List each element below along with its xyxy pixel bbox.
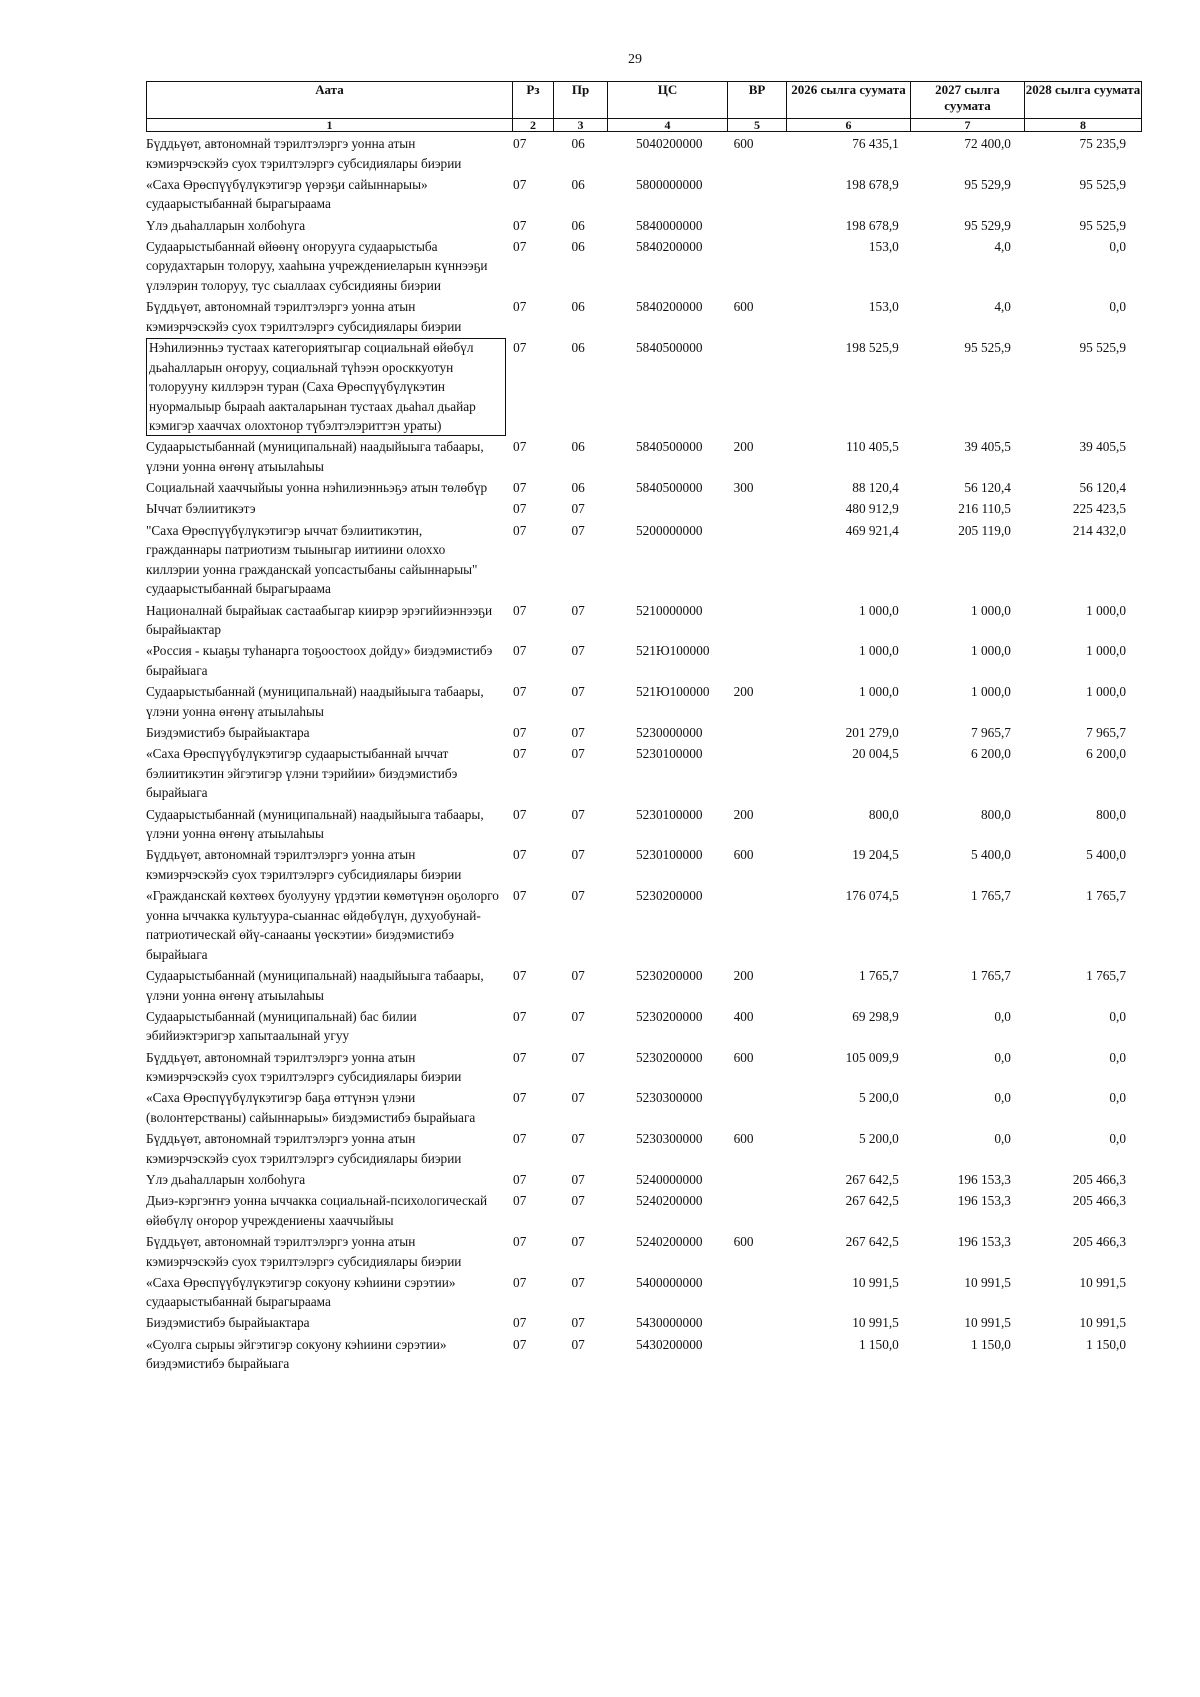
row-amount-2026: 5 200,0: [858, 1131, 899, 1147]
row-name: Биэдэмистибэ бырайыактара: [146, 724, 310, 740]
row-name: Судаарыстыбаннай өйөөнү оҥорууга судаарыстыба сорудахтарын толоруу, хааһына учреждениеларын күннээҕи үлэлэрин толоруу, тус сыаллаах субсидияны биэрии: [146, 238, 488, 293]
row-amount-2028: 75 235,9: [1079, 136, 1126, 151]
row-pr: 07: [571, 968, 585, 984]
row-pr: 07: [571, 888, 585, 904]
row-amount-2028: 0,0: [1109, 299, 1126, 315]
row-cs: 5230200000: [636, 1049, 703, 1065]
row-cs: 5230200000: [636, 1008, 703, 1024]
row-name: Бүддьүөт, автономнай тэрилтэлэргэ уонна атын кэмиэрчэскэйэ суох тэрилтэлэргэ субсидиялары биэрии: [146, 299, 462, 334]
row-pr: 07: [571, 643, 585, 659]
row-amount-2027: 0,0: [994, 1090, 1011, 1106]
row-amount-2027: 4,0: [994, 238, 1011, 254]
row-cs: 5400000000: [636, 1274, 703, 1290]
table-row: [146, 1232, 1126, 1271]
row-amount-2028: 95 525,9: [1079, 176, 1126, 192]
row-rz: 07: [513, 1336, 527, 1352]
row-vr: 600: [733, 1233, 754, 1249]
row-cs: 5430000000: [636, 1315, 703, 1331]
header-2028: 2028 сылга суумата: [1025, 82, 1142, 119]
row-rz: 07: [513, 1090, 527, 1106]
row-cs: [600, 499, 719, 519]
row-rz: 07: [513, 217, 527, 233]
row-vr: [719, 1335, 777, 1374]
table-header: [146, 81, 1142, 132]
row-rz: 07: [513, 602, 527, 618]
row-amount-2028: 214 432,0: [1072, 522, 1126, 538]
row-pr: 06: [571, 339, 585, 355]
row-name: Судаарыстыбаннай (муниципальнай) наадыйыыга табаары, үлэни уонна өҥөнү атыылаһыы: [146, 439, 484, 475]
row-amount-2026: 1 000,0: [858, 643, 899, 659]
header-pr: Пр: [554, 82, 608, 119]
table-row: [146, 1335, 1126, 1374]
row-amount-2026: 176 074,5: [845, 888, 899, 904]
row-amount-2027: 0,0: [994, 1131, 1011, 1147]
row-amount-2027: 216 110,5: [958, 501, 1011, 517]
row-cs: 5230100000: [636, 806, 703, 822]
row-cs: 5240200000: [636, 1193, 703, 1209]
table-row: [146, 437, 1126, 476]
row-amount-2028: 95 525,9: [1079, 339, 1126, 355]
row-amount-2028: 1 765,7: [1086, 968, 1126, 984]
row-rz: 07: [513, 501, 527, 517]
header-number: 2: [513, 119, 554, 132]
header-rz: Рз: [513, 82, 554, 119]
table-row: [146, 805, 1126, 844]
page-number: 29: [628, 52, 642, 67]
row-vr: [719, 338, 777, 436]
row-amount-2027: 800,0: [981, 806, 1011, 822]
row-pr: 07: [571, 684, 585, 700]
row-cs: 5840500000: [636, 339, 703, 355]
row-pr: 07: [571, 1049, 585, 1065]
table-row: [146, 216, 1126, 236]
row-vr: [719, 237, 777, 296]
table-row: [146, 237, 1126, 296]
header-number: 6: [787, 119, 911, 132]
header-2027: 2027 сылга суумата: [911, 82, 1025, 119]
row-amount-2028: 1 000,0: [1086, 684, 1126, 700]
row-name: "Саха Өрөспүүбүлүкэтигэр ыччат бэлиитикэтин, гражданнары патриотизм тыыныгар иитиини олоххо киллэрии уонна гражданскай уопсастыбаны сайыннарыы" судаарыстыбаннай бырагыраама: [146, 522, 478, 597]
row-amount-2026: 76 435,1: [852, 136, 899, 151]
row-amount-2028: 205 466,3: [1072, 1193, 1126, 1209]
row-amount-2026: 5 200,0: [858, 1090, 899, 1106]
row-rz: 07: [513, 522, 527, 538]
row-amount-2027: 7 965,7: [971, 724, 1011, 740]
row-cs: 5240000000: [636, 1171, 703, 1187]
row-amount-2027: 1 000,0: [971, 643, 1011, 659]
row-pr: 07: [571, 1008, 585, 1024]
row-rz: 07: [513, 1233, 527, 1249]
row-vr: [719, 1273, 777, 1312]
row-amount-2026: 153,0: [868, 299, 899, 315]
row-vr: 600: [733, 847, 754, 863]
row-rz: 07: [513, 1193, 527, 1209]
row-amount-2026: 69 298,9: [852, 1008, 899, 1024]
row-amount-2027: 1 765,7: [971, 968, 1011, 984]
row-amount-2026: 1 150,0: [858, 1336, 899, 1352]
row-amount-2026: 88 120,4: [852, 480, 899, 496]
table-row: [146, 1273, 1126, 1312]
row-amount-2028: 0,0: [1109, 1049, 1126, 1065]
row-amount-2026: 480 912,9: [845, 501, 899, 517]
row-pr: 07: [571, 1274, 585, 1290]
row-vr: [719, 723, 777, 743]
row-amount-2027: 56 120,4: [964, 480, 1011, 496]
row-pr: 07: [571, 806, 585, 822]
row-rz: 07: [513, 724, 527, 740]
row-cs: 5230200000: [636, 968, 703, 984]
row-amount-2026: 800,0: [868, 806, 899, 822]
row-amount-2026: 198 678,9: [845, 176, 899, 192]
row-pr: 06: [571, 299, 585, 315]
row-amount-2027: 95 529,9: [964, 176, 1011, 192]
row-amount-2027: 39 405,5: [964, 439, 1011, 455]
row-amount-2028: 1 150,0: [1086, 1336, 1126, 1352]
header-number: 4: [608, 119, 728, 132]
row-name: «Саха Өрөспүүбүлүкэтигэр судаарыстыбаннай ыччат бэлиитикэтин эйгэтигэр үлэни тэрийии» биэдэмистибэ бырайыага: [146, 746, 458, 801]
row-vr: 200: [733, 684, 754, 700]
table-row: [146, 478, 1126, 498]
row-cs: 5840000000: [636, 217, 703, 233]
row-rz: 07: [513, 136, 527, 151]
table-row: [146, 723, 1126, 743]
row-rz: 07: [513, 968, 527, 984]
row-name: Социальнай хааччыйыы уонна нэһилиэнньэҕэ атын төлөбүр: [146, 480, 488, 496]
row-vr: [719, 1170, 777, 1190]
row-amount-2026: 19 204,5: [852, 847, 899, 863]
row-rz: 07: [513, 1171, 527, 1187]
row-rz: 07: [513, 439, 527, 455]
row-name: «Суолга сырыы эйгэтигэр сокуону кэһиини сэрэтии» биэдэмистибэ бырайыага: [146, 1336, 447, 1372]
table-row: [146, 1129, 1126, 1168]
row-rz: 07: [513, 339, 527, 355]
row-name: Үлэ дьаһалларын холбоһуга: [146, 217, 306, 233]
row-pr: 06: [571, 217, 585, 233]
row-amount-2027: 6 200,0: [971, 746, 1011, 762]
row-amount-2028: 0,0: [1109, 1008, 1126, 1024]
row-rz: 07: [513, 643, 527, 659]
row-amount-2027: 205 119,0: [958, 522, 1011, 538]
header-number: 7: [911, 119, 1025, 132]
table-row: [146, 134, 1126, 173]
row-amount-2028: 800,0: [1096, 806, 1126, 822]
header-number: 5: [728, 119, 787, 132]
row-amount-2028: 1 000,0: [1086, 643, 1126, 659]
row-amount-2027: 196 153,3: [957, 1193, 1011, 1209]
row-rz: 07: [513, 746, 527, 762]
row-pr: 06: [571, 439, 585, 455]
row-amount-2026: 198 678,9: [845, 217, 899, 233]
header-vr: ВР: [728, 82, 787, 119]
row-amount-2028: 95 525,9: [1079, 217, 1126, 233]
row-vr: [719, 744, 777, 803]
table-row: [146, 1313, 1126, 1333]
row-cs: 5240200000: [636, 1233, 703, 1249]
table-row: [146, 521, 1126, 599]
row-vr: [719, 216, 777, 236]
row-amount-2026: 153,0: [868, 238, 899, 254]
row-cs: 5430200000: [636, 1336, 703, 1352]
row-amount-2027: 10 991,5: [964, 1315, 1011, 1331]
row-pr: 07: [571, 1336, 585, 1352]
row-amount-2026: 10 991,5: [852, 1274, 899, 1290]
row-pr: 07: [571, 847, 585, 863]
row-name: Судаарыстыбаннай (муниципальнай) наадыйыыга табаары, үлэни уонна өҥөнү атыылаһыы: [146, 684, 484, 719]
row-name: Бүддьүөт, автономнай тэрилтэлэргэ уонна атын кэмиэрчэскэйэ суох тэрилтэлэргэ субсидиялары биэрии: [146, 847, 462, 882]
row-cs: 5230300000: [636, 1131, 703, 1147]
row-cs: 5840200000: [636, 238, 703, 254]
row-vr: 200: [733, 439, 754, 455]
row-cs: 5040200000: [636, 136, 703, 151]
row-rz: 07: [513, 888, 527, 904]
row-amount-2028: 10 991,5: [1079, 1315, 1126, 1331]
row-name: Ыччат бэлиитикэтэ: [146, 501, 256, 517]
row-cs: 521Ю100000: [636, 643, 710, 659]
row-amount-2028: 0,0: [1109, 238, 1126, 254]
row-name: «Саха Өрөспүүбүлүкэтигэр үөрэҕи сайыннарыы» судаарыстыбаннай бырагыраама: [146, 176, 428, 212]
row-amount-2027: 95 525,9: [964, 339, 1011, 355]
table-row: [146, 297, 1126, 336]
table-row: [146, 744, 1126, 803]
row-cs: 5230100000: [636, 746, 703, 762]
row-amount-2026: 105 009,9: [845, 1049, 899, 1065]
table-row: [146, 499, 1126, 519]
row-amount-2028: 10 991,5: [1079, 1274, 1126, 1290]
row-amount-2026: 1 000,0: [858, 684, 899, 700]
table-row: [146, 886, 1126, 964]
row-cs: 5800000000: [636, 176, 703, 192]
row-amount-2027: 10 991,5: [964, 1274, 1011, 1290]
row-pr: 07: [571, 501, 585, 517]
row-pr: 06: [571, 480, 585, 496]
row-amount-2027: 1 765,7: [971, 888, 1011, 904]
row-amount-2028: 1 765,7: [1086, 888, 1126, 904]
row-pr: 07: [571, 1233, 585, 1249]
row-rz: 07: [513, 847, 527, 863]
row-pr: 07: [571, 1193, 585, 1209]
row-cs: 5230100000: [636, 847, 703, 863]
row-vr: [719, 1313, 777, 1333]
header-number: 8: [1025, 119, 1142, 132]
row-amount-2027: 95 529,9: [964, 217, 1011, 233]
header-name: Аата: [147, 82, 513, 119]
row-name: Националнай бырайыак састаабыгар киирэр эрэгийиэннээҕи бырайыактар: [146, 602, 493, 638]
row-cs: 5840500000: [636, 480, 703, 496]
row-amount-2028: 0,0: [1109, 1090, 1126, 1106]
row-pr: 07: [571, 1315, 585, 1331]
row-vr: [719, 1191, 777, 1230]
header-2026: 2026 сылга суумата: [787, 82, 911, 119]
row-vr: 600: [733, 1131, 754, 1147]
row-amount-2026: 20 004,5: [852, 746, 899, 762]
row-rz: 07: [513, 299, 527, 315]
row-vr: 600: [733, 299, 754, 315]
table-row: [146, 1007, 1126, 1046]
row-amount-2026: 110 405,5: [846, 439, 899, 455]
row-rz: 07: [513, 1049, 527, 1065]
row-cs: 5230200000: [636, 888, 703, 904]
row-name: Бүддьүөт, автономнай тэрилтэлэргэ уонна атын кэмиэрчэскэйэ суох тэрилтэлэргэ субсидиялары биэрии: [146, 1049, 462, 1085]
row-vr: 200: [733, 806, 754, 822]
row-amount-2028: 6 200,0: [1086, 746, 1126, 762]
table-row: [146, 641, 1126, 680]
header-cs: ЦС: [608, 82, 728, 119]
row-pr: 07: [571, 1171, 585, 1187]
table-row: [146, 1048, 1126, 1087]
row-amount-2028: 5 400,0: [1086, 847, 1126, 863]
row-name: Судаарыстыбаннай (муниципальнай) бас билии эбийиэктэригэр хапытаалынай угуу: [146, 1008, 417, 1044]
row-amount-2028: 7 965,7: [1086, 724, 1126, 740]
table-row: [146, 1170, 1126, 1190]
row-vr: [719, 175, 777, 214]
row-vr: [719, 521, 777, 599]
row-vr: [719, 641, 777, 680]
row-name: Бүддьүөт, автономнай тэрилтэлэргэ уонна атын кэмиэрчэскэйэ суох тэрилтэлэргэ субсидиялары биэрии: [146, 136, 462, 171]
row-name: «Гражданскай көхтөөх буолууну үрдэтии көмөтүнэн оҕолорго уонна ыччакка культуура-сыаннас өйдөбүлүн, духуобунай-патриотическай өйү-санааны үөскэтии» биэдэмистибэ бырайыага: [146, 888, 499, 962]
row-amount-2026: 267 642,5: [845, 1233, 899, 1249]
row-pr: 07: [571, 602, 585, 618]
row-vr: 600: [733, 136, 754, 151]
row-amount-2028: 56 120,4: [1079, 480, 1126, 496]
row-pr: 06: [571, 136, 585, 151]
row-amount-2026: 201 279,0: [845, 724, 899, 740]
row-vr: 600: [733, 1049, 754, 1065]
table-row: [146, 338, 1126, 436]
row-pr: 07: [571, 724, 585, 740]
row-amount-2028: 225 423,5: [1072, 501, 1126, 517]
row-name: Судаарыстыбаннай (муниципальнай) наадыйыыга табаары, үлэни уонна өҥөнү атыылаһыы: [146, 968, 484, 1003]
row-amount-2027: 5 400,0: [971, 847, 1011, 863]
row-rz: 07: [513, 238, 527, 254]
row-name: Дьиэ-кэргэҥҥэ уонна ыччакка социальнай-психологическай өйөбүлү оҥорор учреждениены хааччыйыы: [146, 1193, 488, 1228]
row-pr: 07: [571, 746, 585, 762]
row-amount-2027: 196 153,3: [957, 1233, 1011, 1249]
row-amount-2028: 205 466,3: [1072, 1171, 1126, 1187]
row-amount-2027: 1 150,0: [971, 1336, 1011, 1352]
row-rz: 07: [513, 1008, 527, 1024]
row-amount-2026: 267 642,5: [845, 1171, 899, 1187]
row-amount-2027: 1 000,0: [971, 602, 1011, 618]
table-row: [146, 1088, 1126, 1127]
row-amount-2026: 1 765,7: [858, 968, 899, 984]
row-vr: 200: [733, 968, 754, 984]
row-rz: 07: [513, 1131, 527, 1147]
row-rz: 07: [513, 176, 527, 192]
row-amount-2028: 205 466,3: [1072, 1233, 1126, 1249]
row-amount-2026: 469 921,4: [845, 522, 899, 538]
row-cs: 5230000000: [636, 724, 703, 740]
row-cs: 5230300000: [636, 1090, 703, 1106]
row-pr: 07: [571, 522, 585, 538]
row-vr: [719, 886, 777, 964]
row-name: «Саха Өрөспүүбүлүкэтигэр сокуону кэһиини сэрэтии» судаарыстыбаннай бырагыраама: [146, 1274, 456, 1310]
row-name: «Россия - кыаҕы туһанарга тоҕоостоох дойду» биэдэмистибэ бырайыага: [146, 643, 493, 678]
row-pr: 07: [571, 1090, 585, 1106]
row-vr: 300: [733, 480, 754, 496]
row-amount-2026: 10 991,5: [852, 1315, 899, 1331]
row-cs: 5200000000: [636, 522, 703, 538]
row-amount-2028: 39 405,5: [1079, 439, 1126, 455]
row-amount-2027: 0,0: [994, 1008, 1011, 1024]
row-rz: 07: [513, 1274, 527, 1290]
row-cs: 5840200000: [636, 299, 703, 315]
row-name: Нэһилиэнньэ тустаах категориятыгар социальнай өйөбүл дьаһалларын оҥоруу, социальнай түһээн оросккуотун толорууну киллэрэн туран (Саха Өрөспүүбүлүкэтин нуормалыыр бырааһ аакталарынан тустаах дьаһал дьайар кэмигэр хааччах олохтонор түбэлтэлэриттэн ураты): [146, 338, 506, 436]
row-pr: 06: [571, 238, 585, 254]
row-name: Судаарыстыбаннай (муниципальнай) наадыйыыга табаары, үлэни уонна өҥөнү атыылаһыы: [146, 806, 484, 842]
row-amount-2028: 0,0: [1109, 1131, 1126, 1147]
row-rz: 07: [513, 806, 527, 822]
row-pr: 06: [571, 176, 585, 192]
row-amount-2026: 198 525,9: [845, 339, 899, 355]
table-row: [146, 966, 1126, 1005]
row-name: Бүддьүөт, автономнай тэрилтэлэргэ уонна атын кэмиэрчэскэйэ суох тэрилтэлэргэ субсидиялары биэрии: [146, 1233, 462, 1269]
row-rz: 07: [513, 1315, 527, 1331]
table-row: [146, 845, 1126, 884]
row-pr: 07: [571, 1131, 585, 1147]
row-cs: 5840500000: [636, 439, 703, 455]
header-number: 3: [554, 119, 608, 132]
row-name: Биэдэмистибэ бырайыактара: [146, 1315, 310, 1331]
row-amount-2027: 196 153,3: [957, 1171, 1011, 1187]
row-vr: [719, 499, 777, 519]
row-amount-2026: 267 642,5: [845, 1193, 899, 1209]
row-amount-2027: 0,0: [994, 1049, 1011, 1065]
row-vr: 400: [733, 1008, 754, 1024]
header-number: 1: [147, 119, 513, 132]
row-amount-2027: 1 000,0: [971, 684, 1011, 700]
table-row: [146, 682, 1126, 721]
row-cs: 5210000000: [636, 602, 703, 618]
table-row: [146, 1191, 1126, 1230]
row-amount-2027: 72 400,0: [964, 136, 1011, 151]
row-cs: 521Ю100000: [636, 684, 710, 700]
table-row: [146, 601, 1126, 640]
row-vr: [719, 601, 777, 640]
row-rz: 07: [513, 480, 527, 496]
row-rz: 07: [513, 684, 527, 700]
row-amount-2026: 1 000,0: [858, 602, 899, 618]
row-vr: [719, 1088, 777, 1127]
row-name: Бүддьүөт, автономнай тэрилтэлэргэ уонна атын кэмиэрчэскэйэ суох тэрилтэлэргэ субсидиялары биэрии: [146, 1131, 462, 1166]
row-amount-2028: 1 000,0: [1086, 602, 1126, 618]
table-body: [146, 134, 1126, 1375]
table-row: [146, 175, 1126, 214]
row-name: Үлэ дьаһалларын холбоһуга: [146, 1171, 306, 1187]
row-amount-2027: 4,0: [994, 299, 1011, 315]
row-name: «Саха Өрөспүүбүлүкэтигэр баҕа өттүнэн үлэни (волонтерстваны) сайыннарыы» биэдэмистибэ бырайыага: [146, 1090, 476, 1125]
